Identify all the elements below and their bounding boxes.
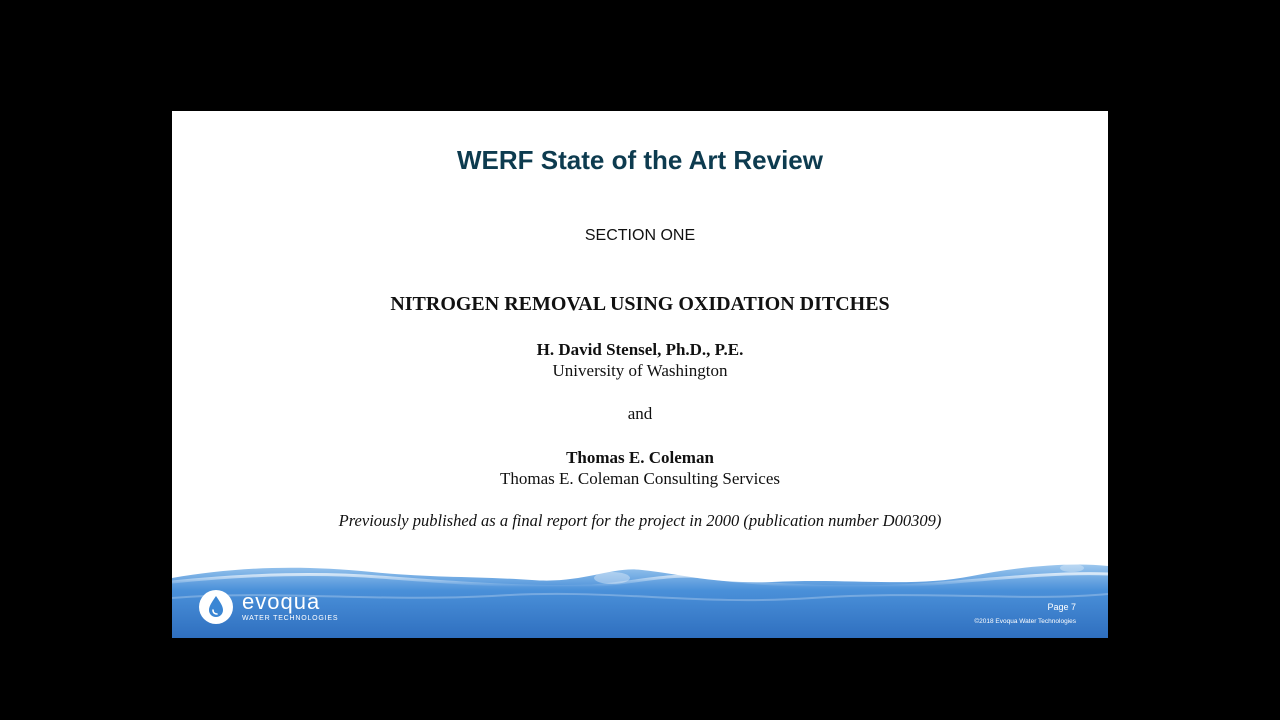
evoqua-logo bbox=[198, 589, 338, 625]
author-name: Thomas E. Coleman bbox=[566, 448, 714, 467]
page-number: Page 7 bbox=[1047, 602, 1076, 612]
author-affiliation: University of Washington bbox=[552, 361, 728, 380]
logo-subtitle: WATER TECHNOLOGIES bbox=[242, 614, 339, 622]
section-label: SECTION ONE bbox=[584, 227, 696, 244]
publication-note: Previously published as a final report for the project in 2000 (publication number D00309) bbox=[338, 511, 942, 530]
author-name: H. David Stensel, Ph.D., P.E. bbox=[536, 340, 744, 359]
slide-title: WERF State of the Art Review bbox=[457, 145, 823, 175]
water-drop-icon bbox=[198, 589, 234, 625]
author-affiliation: Thomas E. Coleman Consulting Services bbox=[500, 469, 780, 488]
logo-name: evoqua bbox=[242, 588, 321, 614]
author-block-2 bbox=[172, 447, 1108, 489]
author-block-1 bbox=[172, 339, 1108, 381]
document-title: NITROGEN REMOVAL USING OXIDATION DITCHES bbox=[390, 293, 890, 315]
conjunction-text: and bbox=[627, 404, 653, 423]
copyright-text: ©2018 Evoqua Water Technologies bbox=[974, 618, 1076, 625]
slide bbox=[172, 111, 1108, 638]
